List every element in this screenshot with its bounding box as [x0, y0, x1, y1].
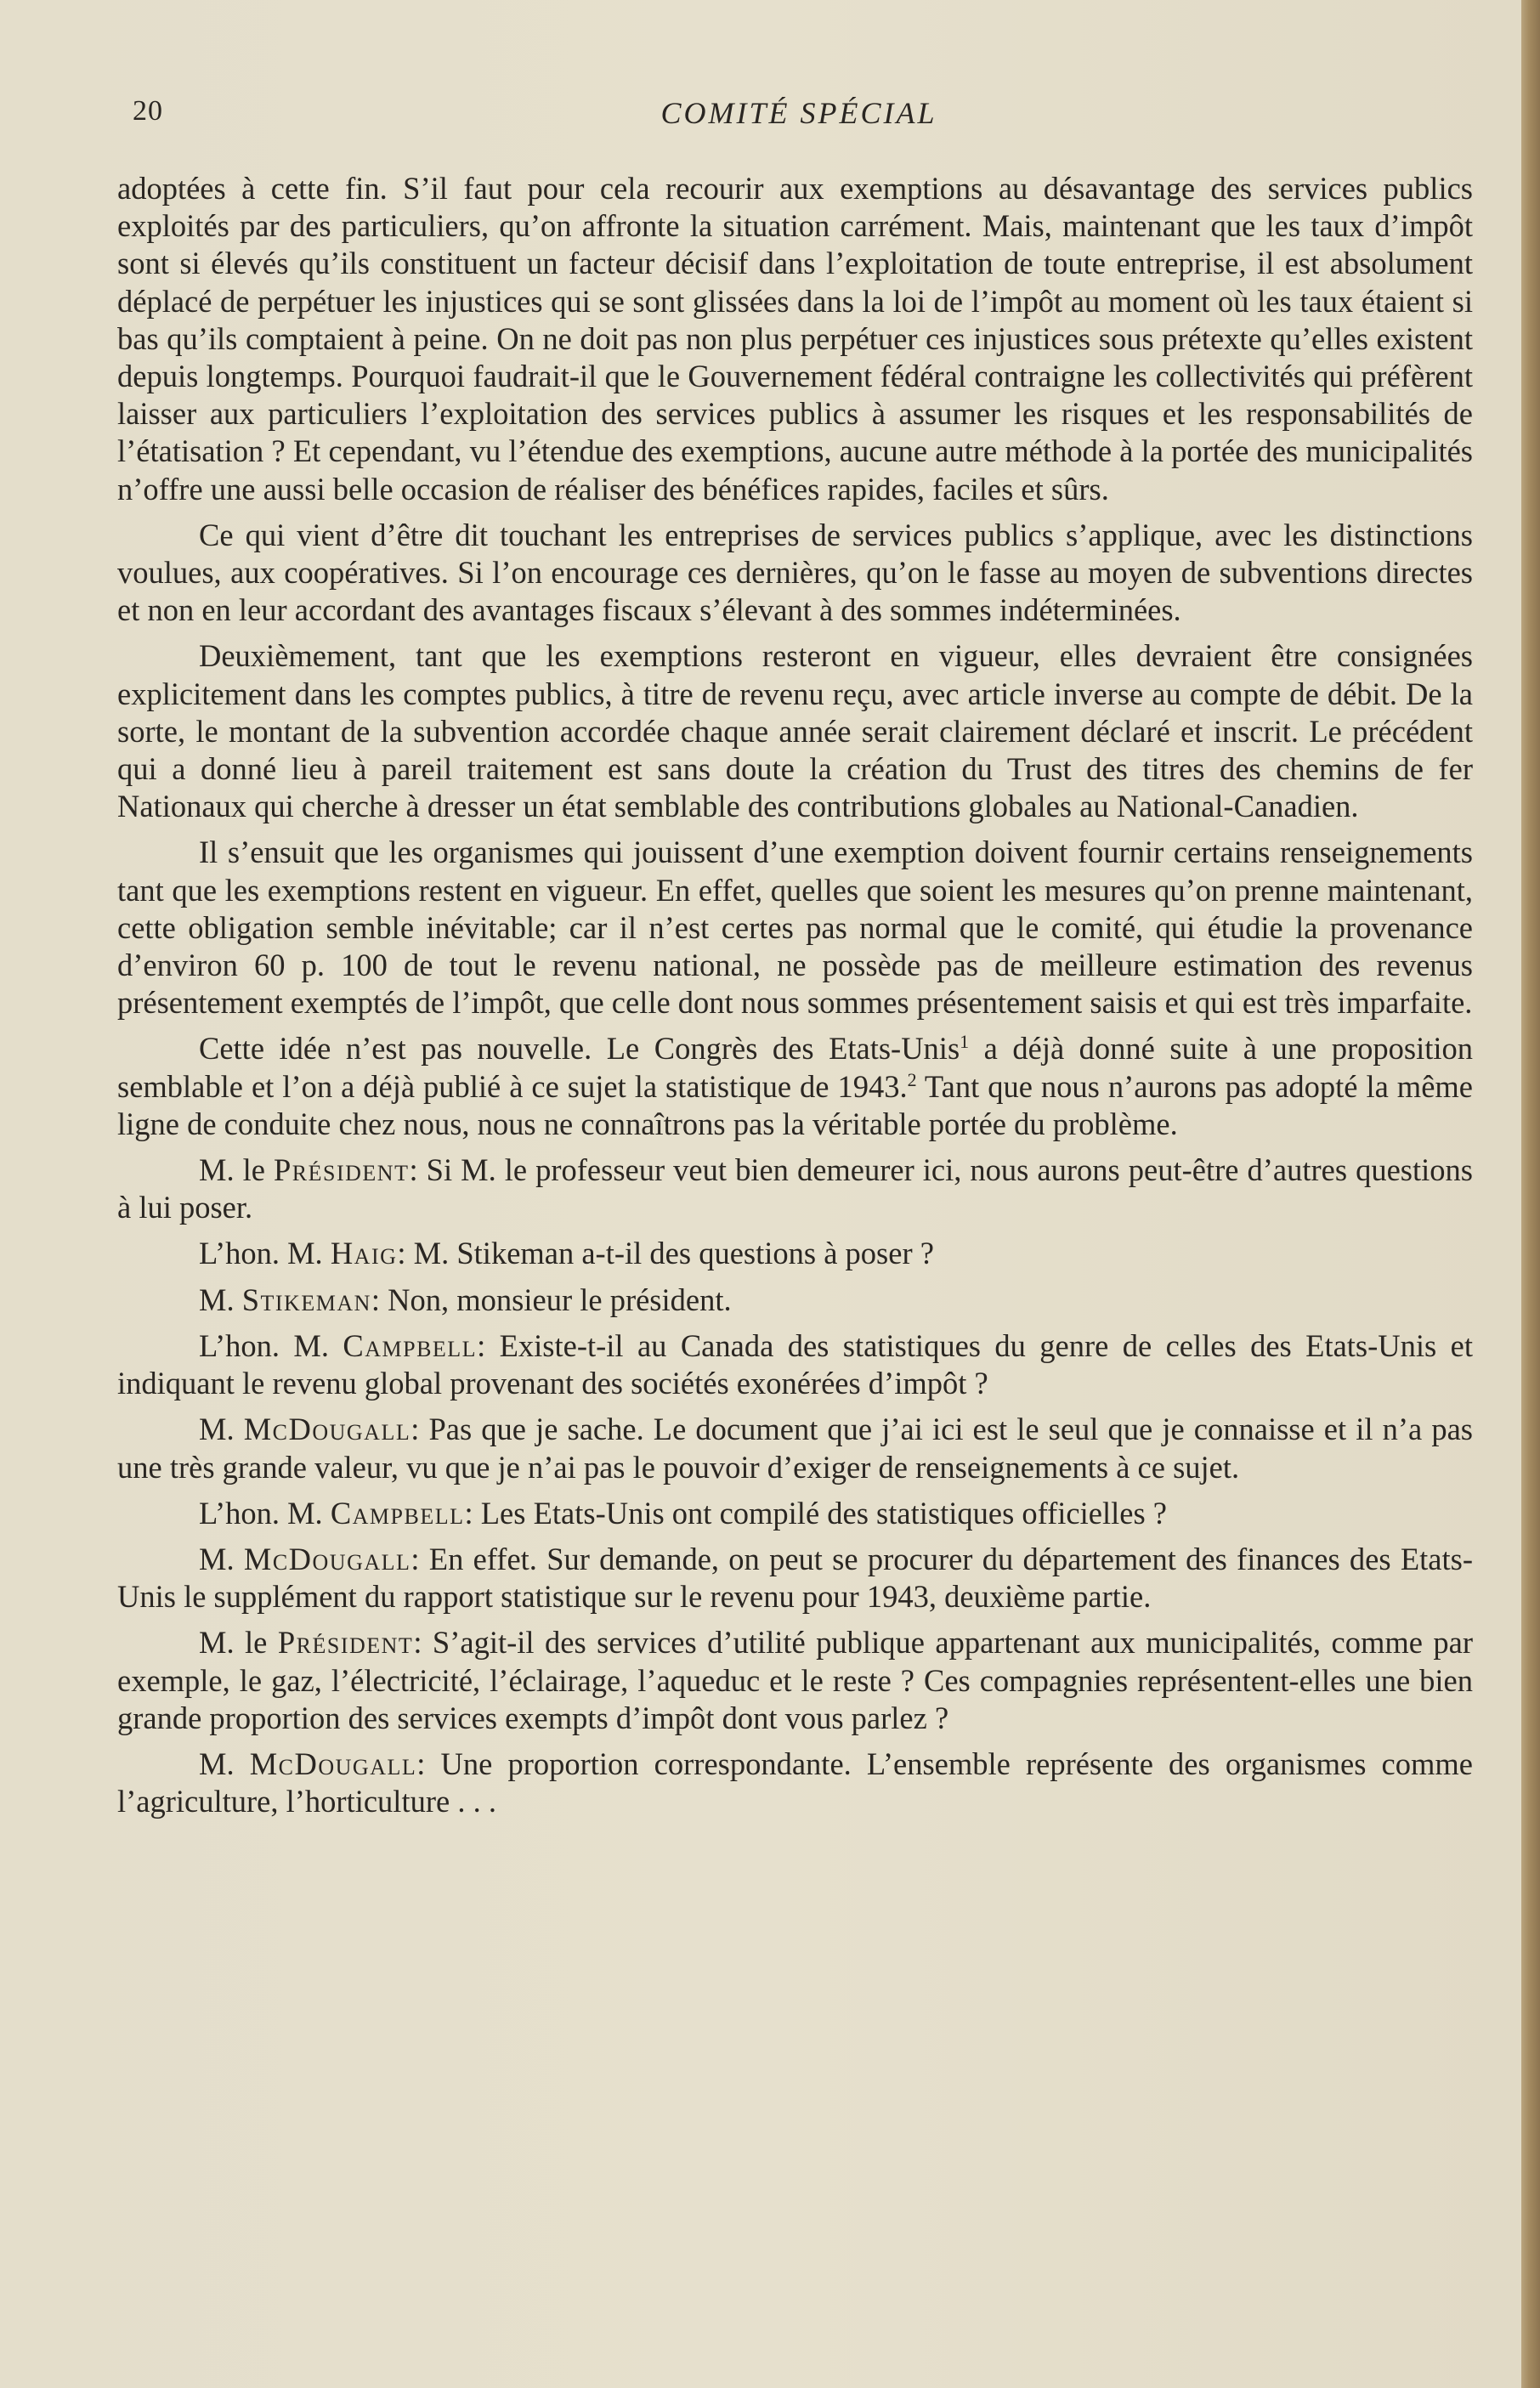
speaker-prefix: M.	[199, 1412, 244, 1447]
dialogue-text: : Une proportion correspondante. L’ensemble représente des organismes comme l’agriculture, l’horticulture . . .	[117, 1746, 1473, 1819]
speaker-name: McDougall	[243, 1541, 411, 1576]
dialogue-text: : S’agit-il des services d’utilité publique appartenant aux municipalités, comme par exemple, le gaz, l’électricité, l’éclairage, l’aqueduc et le reste ? Ces compagnies représentent-elles une bien grande proportion des services exempts d’impôt dont vous parlez ?	[117, 1625, 1473, 1735]
dialogue-line	[117, 1624, 1473, 1737]
page-edge	[1521, 0, 1540, 2388]
dialogue-line	[117, 1541, 1473, 1616]
dialogue-text: : Pas que je sache. Le document que j’ai ici est le seul que je connaisse et il n’a pas une très grande valeur, vu que je n’ai pas le pouvoir d’exiger de renseignements à ce sujet.	[117, 1412, 1473, 1485]
speaker-name: Stikeman	[241, 1282, 371, 1317]
dialogue-text: : Non, monsieur le président.	[371, 1282, 732, 1317]
footnote-marker: 1	[960, 1031, 970, 1053]
body-text	[117, 170, 1473, 1829]
speaker-name: McDougall	[243, 1412, 411, 1447]
dialogue-line	[117, 1282, 1473, 1319]
paragraph: Il s’ensuit que les organismes qui jouissent d’une exemption doivent fournir certains renseignements tant que les exemptions restent en vigueur. En effet, quelles que soient les mesures qu’on prenne maintenant, cette obligation semble inévitable; car il n’est certes pas normal que le comité, qui étudie la provenance d’environ 60 p. 100 de tout le revenu national, ne possède pas de meilleure estimation des revenus présentement exemptés de l’impôt, que celle dont nous sommes présentement saisis et qui est très imparfaite.	[117, 835, 1473, 1021]
paragraph-text: Tant que nous n’aurons pas adopté la même ligne de conduite chez nous, nous ne connaîtrons pas la véritable portée du problème.	[117, 1068, 1473, 1141]
paragraph: Deuxièmement, tant que les exemptions resteront en vigueur, elles devraient être consignées explicitement dans les comptes publics, à titre de revenu reçu, avec article inverse au compte de débit. De la sorte, le montant de la subvention accordée chaque année serait clairement déclaré et inscrit. Le précédent qui a donné lieu à pareil traitement est sans doute la création du Trust des titres des chemins de fer Nationaux qui cherche à dresser un état semblable des contributions globales au National-Canadien.	[117, 638, 1473, 824]
paragraph: Ce qui vient d’être dit touchant les entreprises de services publics s’applique, avec les distinctions voulues, aux coopératives. Si l’on encourage ces dernières, qu’on le fasse au moyen de subventions directes et non en leur accordant des avantages fiscaux s’élevant à des sommes indéterminées.	[117, 517, 1473, 628]
speaker-prefix: M.	[199, 1746, 250, 1781]
speaker-prefix: M.	[199, 1282, 242, 1317]
speaker-name: Président	[277, 1625, 414, 1661]
running-title: COMITÉ SPÉCIAL	[660, 96, 937, 130]
speaker-prefix: L’hon. M.	[199, 1327, 343, 1363]
dialogue-line	[117, 1152, 1473, 1226]
page-header	[127, 95, 1470, 138]
speaker-name: Campbell	[330, 1495, 465, 1531]
paragraph-text: a déjà donné suite à une proposition semblable et l’on a déjà publié à ce sujet la statistique de 1943.	[117, 1031, 1473, 1104]
dialogue-text: : M. Stikeman a-t-il des questions à poser ?	[397, 1236, 934, 1271]
speaker-prefix: L’hon. M.	[199, 1495, 331, 1531]
paragraph-text: Cette idée n’est pas nouvelle. Le Congrès des Etats-Unis	[199, 1031, 960, 1067]
dialogue-text: : Si M. le professeur veut bien demeurer ici, nous aurons peut-être d’autres questions à lui poser.	[117, 1152, 1473, 1225]
speaker-prefix: L’hon. M.	[199, 1236, 331, 1271]
footnote-marker: 2	[907, 1068, 917, 1090]
dialogue-line	[117, 1327, 1473, 1402]
paragraph-continuation: adoptées à cette fin. S’il faut pour cela recourir aux exemptions au désavantage des services publics exploités par des particuliers, qu’on affronte la situation carrément. Mais, maintenant que les taux d’impôt sont si élevés qu’ils constituent un facteur décisif dans l’exploitation de toute entreprise, il est absolument déplacé de perpétuer les injustices qui se sont glissées dans la loi de l’impôt au moment où les taux étaient si bas qu’ils comptaient à peine. On ne doit pas non plus perpétuer ces injustices sous prétexte qu’elles existent depuis longtemps. Pourquoi faudrait-il que le Gouvernement fédéral contraigne les collectivités qui préfèrent laisser aux particuliers l’exploitation des services publics à assumer les risques et les responsabilités de l’étatisation ? Et cependant, vu l’étendue des exemptions, aucune autre méthode à la portée des municipalités n’offre une aussi belle occasion de réaliser des bénéfices rapides, faciles et sûrs.	[117, 171, 1473, 506]
speaker-name: Campbell	[343, 1327, 478, 1363]
speaker-name: Président	[274, 1152, 410, 1188]
dialogue-text: : En effet. Sur demande, on peut se procurer du département des finances des Etats-Unis le supplément du rapport statistique sur le revenu pour 1943, deuxième partie.	[117, 1541, 1473, 1615]
paragraph-with-footnotes	[117, 1030, 1473, 1143]
speaker-prefix: M. le	[199, 1625, 278, 1661]
dialogue-line	[117, 1746, 1473, 1820]
speaker-name: Haig	[330, 1236, 398, 1271]
speaker-prefix: M. le	[199, 1152, 274, 1188]
speaker-name: McDougall	[249, 1746, 417, 1781]
dialogue-text: : Existe-t-il au Canada des statistiques du genre de celles des Etats-Unis et indiquant le revenu global provenant des sociétés exonérées d’impôt ?	[117, 1327, 1473, 1401]
dialogue-line	[117, 1495, 1473, 1532]
dialogue-line	[117, 1411, 1473, 1485]
dialogue-line	[117, 1235, 1473, 1272]
page-number: 20	[133, 95, 163, 127]
speaker-prefix: M.	[199, 1541, 244, 1576]
dialogue-text: : Les Etats-Unis ont compilé des statistiques officielles ?	[464, 1495, 1167, 1531]
